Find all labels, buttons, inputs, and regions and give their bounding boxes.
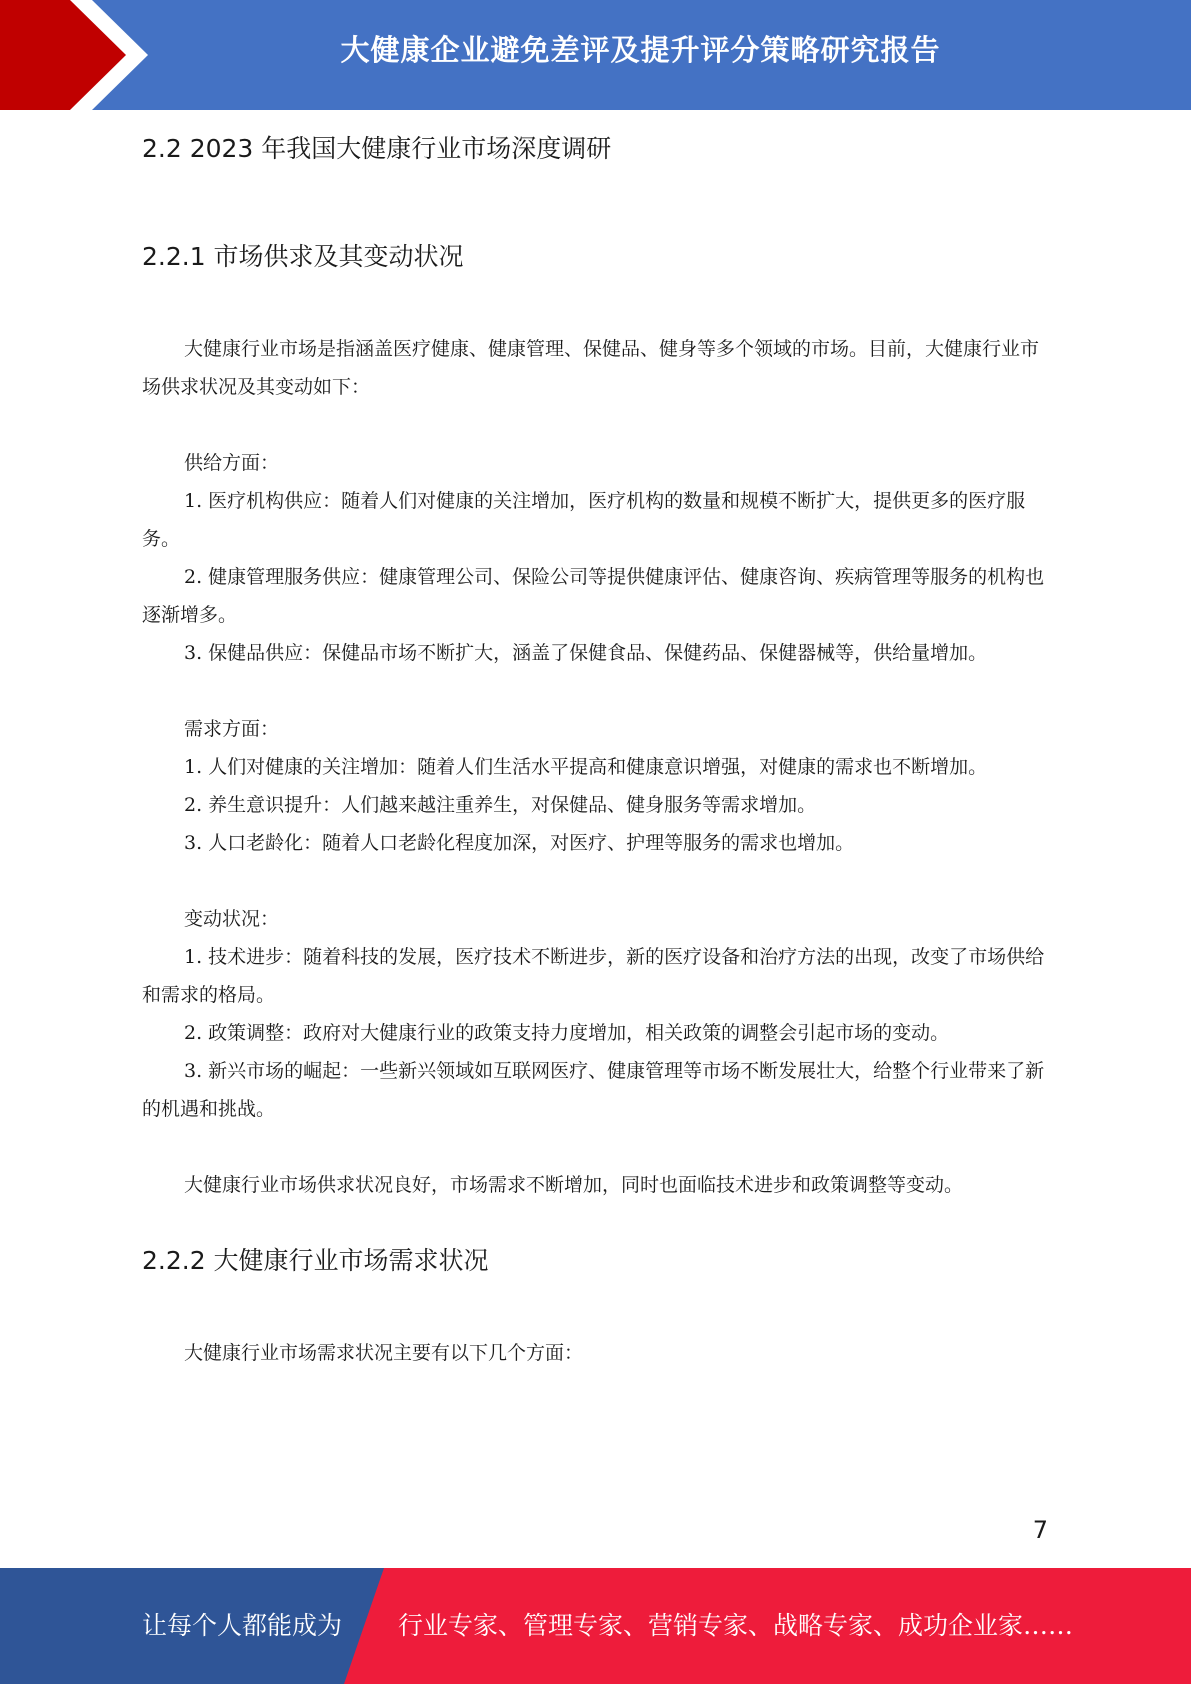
header-banner: [0, 0, 1191, 110]
list-item: 1. 人们对健康的关注增加：随着人们生活水平提高和健康意识增强，对健康的需求也不断增加。: [184, 756, 988, 778]
list-item: 2. 养生意识提升：人们越来越注重养生，对保健品、健身服务等需求增加。: [184, 794, 817, 816]
footer-slogan-right: 行业专家、管理专家、营销专家、战略专家、成功企业家……: [398, 1611, 1074, 1640]
list-item: 3. 人口老龄化：随着人口老龄化程度加深，对医疗、护理等服务的需求也增加。: [184, 832, 855, 854]
supply-label: 供给方面：: [184, 452, 280, 474]
changes-label: 变动状况：: [184, 908, 280, 930]
subsection-heading-2: 2.2.2 大健康行业市场需求状况: [142, 1246, 489, 1275]
header-arrow-decoration: [0, 0, 160, 110]
section-heading: 2.2 2023 年我国大健康行业市场深度调研: [142, 134, 612, 163]
subsection-2-intro: 大健康行业市场需求状况主要有以下几个方面：: [184, 1342, 584, 1364]
subsection-heading-1: 2.2.1 市场供求及其变动状况: [142, 242, 464, 271]
footer-banner: [0, 1568, 1191, 1684]
page-content: [142, 130, 1048, 1372]
report-title: 大健康企业避免差评及提升评分策略研究报告: [340, 33, 941, 67]
list-item: 1. 医疗机构供应：随着人们对健康的关注增加，医疗机构的数量和规模不断扩大，提供更多的医疗服务。: [142, 490, 1026, 550]
list-item: 2. 政策调整：政府对大健康行业的政策支持力度增加，相关政策的调整会引起市场的变动。: [184, 1022, 950, 1044]
list-item: 2. 健康管理服务供应：健康管理公司、保险公司等提供健康评估、健康咨询、疾病管理等服务的机构也逐渐增多。: [142, 566, 1045, 626]
list-item: 1. 技术进步：随着科技的发展，医疗技术不断进步，新的医疗设备和治疗方法的出现，改变了市场供给和需求的格局。: [142, 946, 1045, 1006]
demand-label: 需求方面：: [184, 718, 280, 740]
subsection-1-conclusion: 大健康行业市场供求状况良好，市场需求不断增加，同时也面临技术进步和政策调整等变动。: [184, 1174, 964, 1196]
list-item: 3. 保健品供应：保健品市场不断扩大，涵盖了保健食品、保健药品、保健器械等，供给量增加。: [184, 642, 988, 664]
footer-slogan-left: 让每个人都能成为: [142, 1611, 343, 1640]
list-item: 3. 新兴市场的崛起：一些新兴领域如互联网医疗、健康管理等市场不断发展壮大，给整个行业带来了新的机遇和挑战。: [142, 1060, 1045, 1120]
subsection-1-intro: 大健康行业市场是指涵盖医疗健康、健康管理、保健品、健身等多个领域的市场。目前，大健康行业市场供求状况及其变动如下：: [142, 338, 1040, 398]
page-number: 7: [1032, 1516, 1048, 1544]
